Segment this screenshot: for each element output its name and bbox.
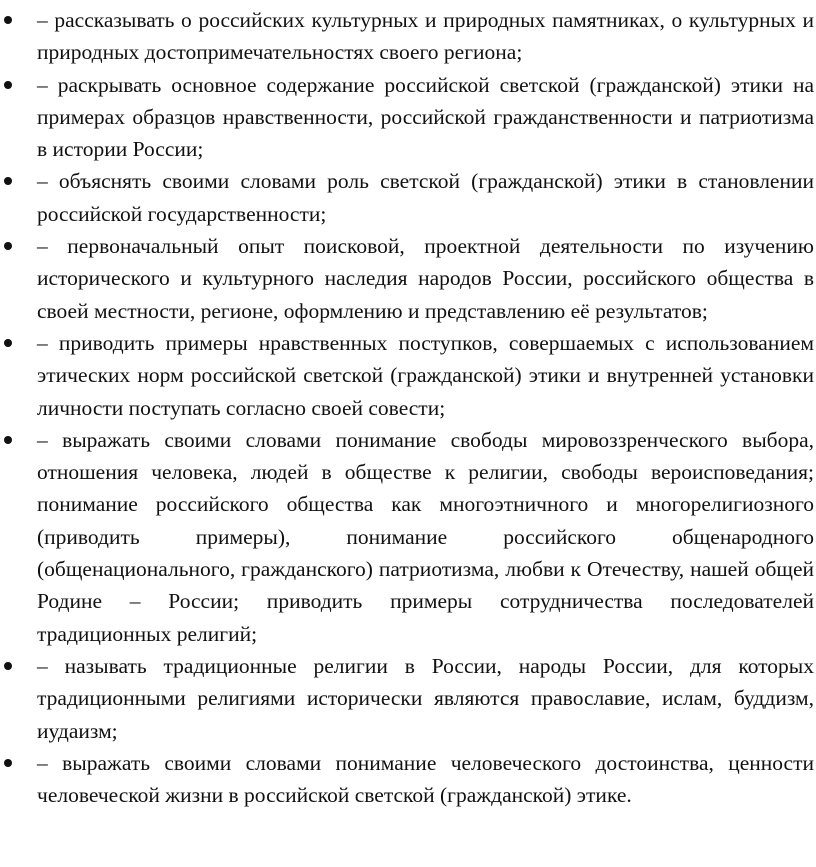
bullet-icon	[4, 759, 12, 767]
list-item	[0, 650, 816, 747]
list-item-text: – приводить примеры нравственных поступков, совершаемых с использованием этических норм российской светской (гражданской) этики и внутренней установки личности поступать согласно своей совести;	[37, 330, 814, 420]
bullet-icon	[4, 662, 12, 670]
list-item-text: – называть традиционные религии в России, народы России, для которых традиционными религиями исторически являются православие, ислам, буддизм, иудаизм;	[37, 653, 814, 743]
list-item	[0, 230, 816, 327]
list-item	[0, 424, 816, 650]
bullet-icon	[4, 339, 12, 347]
list-item-text: – объяснять своими словами роль светской (гражданской) этики в становлении российской государственности;	[37, 169, 814, 226]
list-item-text: – первоначальный опыт поисковой, проектной деятельности по изучению исторического и культурного наследия народов России, российского общества в своей местности, регионе, оформлению и представлению её результатов;	[37, 234, 814, 323]
list-item	[0, 165, 816, 230]
list-item	[0, 327, 816, 424]
bullet-icon	[4, 436, 12, 444]
list-item-text: – рассказывать о российских культурных и природных памятниках, о культурных и природных достопримечательностях своего региона;	[37, 8, 814, 65]
list-item	[0, 69, 816, 166]
bullet-icon	[4, 16, 12, 24]
bullet-list	[0, 4, 816, 811]
bullet-icon	[4, 177, 12, 185]
list-item-text: – выражать своими словами понимание свободы мировоззренческого выбора, отношения человека, людей в обществе к религии, свободы вероисповедания; понимание российского общества как многоэтничного и многорелигиозного (приводить примеры), понимание российского общенародного (общенационального, гражданского) патриотизма, любви к Отечеству, нашей общей Родине – России; приводить примеры сотрудничества последователей традиционных религий;	[37, 427, 814, 646]
bullet-icon	[4, 81, 12, 89]
bullet-icon	[4, 242, 12, 250]
list-item	[0, 747, 816, 812]
list-item-text: – выражать своими словами понимание человеческого достоинства, ценности человеческой жизни в российской светской (гражданской) этике.	[37, 750, 814, 808]
list-item	[0, 4, 816, 69]
list-item-text: – раскрывать основное содержание российской светской (гражданской) этики на примерах образцов нравственности, российской гражданственности и патриотизма в истории России;	[37, 72, 814, 162]
document-page	[0, 4, 816, 811]
